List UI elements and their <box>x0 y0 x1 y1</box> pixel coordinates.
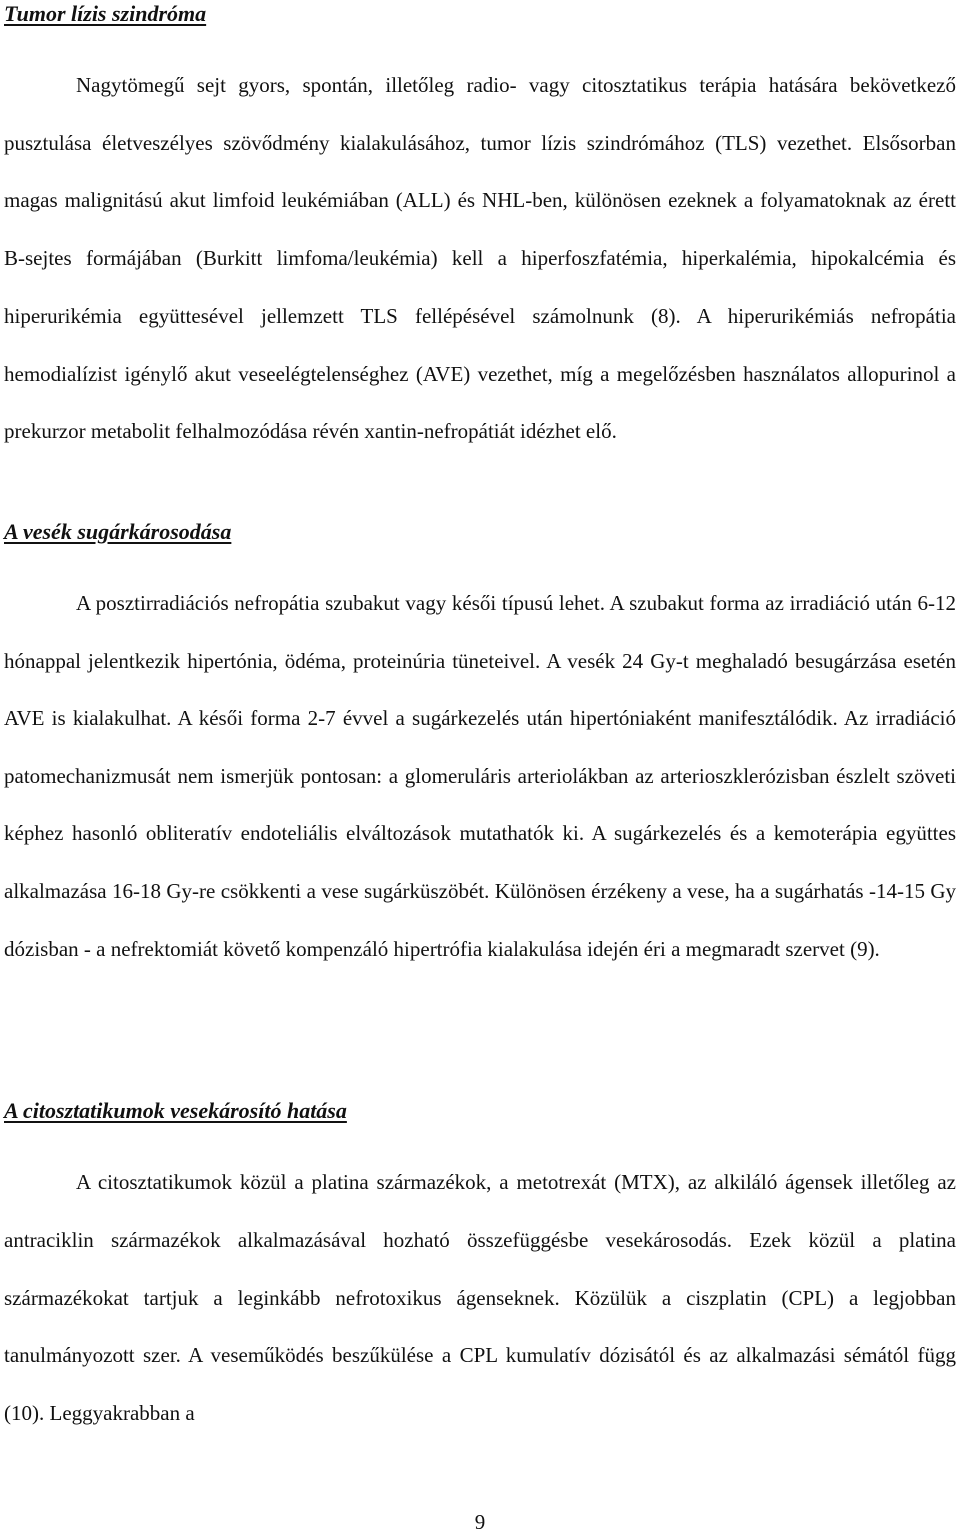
page-number: 9 <box>474 1510 486 1534</box>
section-paragraph: A posztirradiációs nefropátia szubakut vagy késői típusú lehet. A szubakut forma az irradiáció után 6-12 hónappal jelentkezik hipertónia, ödéma, proteinúria tüneteivel. A vesék 24 Gy-t meghaladó besugárzása esetén AVE is kialakulhat. A késői forma 2-7 évvel a sugárkezelés után hipertóniaként manifesztálódik. Az irradiáció patomechanizmusát nem ismerjük pontosan: a glomeruláris arteriolákban az arterioszklerózisban észlelt szöveti képhez hasonló obliteratív endoteliális elváltozások mutathatók ki. A sugárkezelés és a kemoterápia együttes alkalmazása 16-18 Gy-re csökkenti a vese sugárküszöbét. Különösen érzékeny a vese, ha a sugárhatás -14-15 Gy dózisban - a nefrektomiát követő kompenzáló hipertrófia kialakulása idején éri a megmaradt szervet (9). <box>4 591 956 961</box>
section-kidney-radiation <box>4 518 956 978</box>
section-paragraph: Nagytömegű sejt gyors, spontán, illetőleg radio- vagy citosztatikus terápia hatására bekövetkező pusztulása életveszélyes szövődmény kialakulásához, tumor lízis szindrómához (TLS) vezethet. Elsősorban magas malignitású akut limfoid leukémiában (ALL) és NHL-ben, különösen ezeknek a folyamatoknak az érett B-sejtes formájában (Burkitt limfoma/leukémia) kell a hiperfoszfatémia, hiperkalémia, hipokalcémia és hiperurikémia együttesével jellemzett TLS fellépésével számolnunk (8). A hiperurikémiás nefropátia hemodialízist igénylő akut veseelégtelenséghez (AVE) vezethet, míg a megelőzésben használatos allopurinol a prekurzor metabolit felhalmozódása révén xantin-nefropátiát idézhet elő. <box>4 73 956 444</box>
section-cytostatics <box>4 1097 956 1443</box>
section-heading: A vesék sugárkárosodása <box>4 519 232 544</box>
section-heading: A citosztatikumok vesekárosító hatása <box>4 1098 347 1123</box>
section-tumor-lysis <box>4 0 956 461</box>
section-paragraph: A citosztatikumok közül a platina származékok, a metotrexát (MTX), az alkiláló ágensek illetőleg az antraciklin származékok alkalmazásával hozható összefüggésbe vesekárosodás. Ezek közül a platina származékokat tartjuk a leginkább nefrotoxikus ágenseknek. Közülük a ciszplatin (CPL) a legjobban tanulmányozott szer. A veseműködés beszűkülése a CPL kumulatív dózisától és az alkalmazási sémától függ (10). Leggyakrabban a <box>4 1170 956 1426</box>
section-heading: Tumor lízis szindróma <box>4 1 207 26</box>
